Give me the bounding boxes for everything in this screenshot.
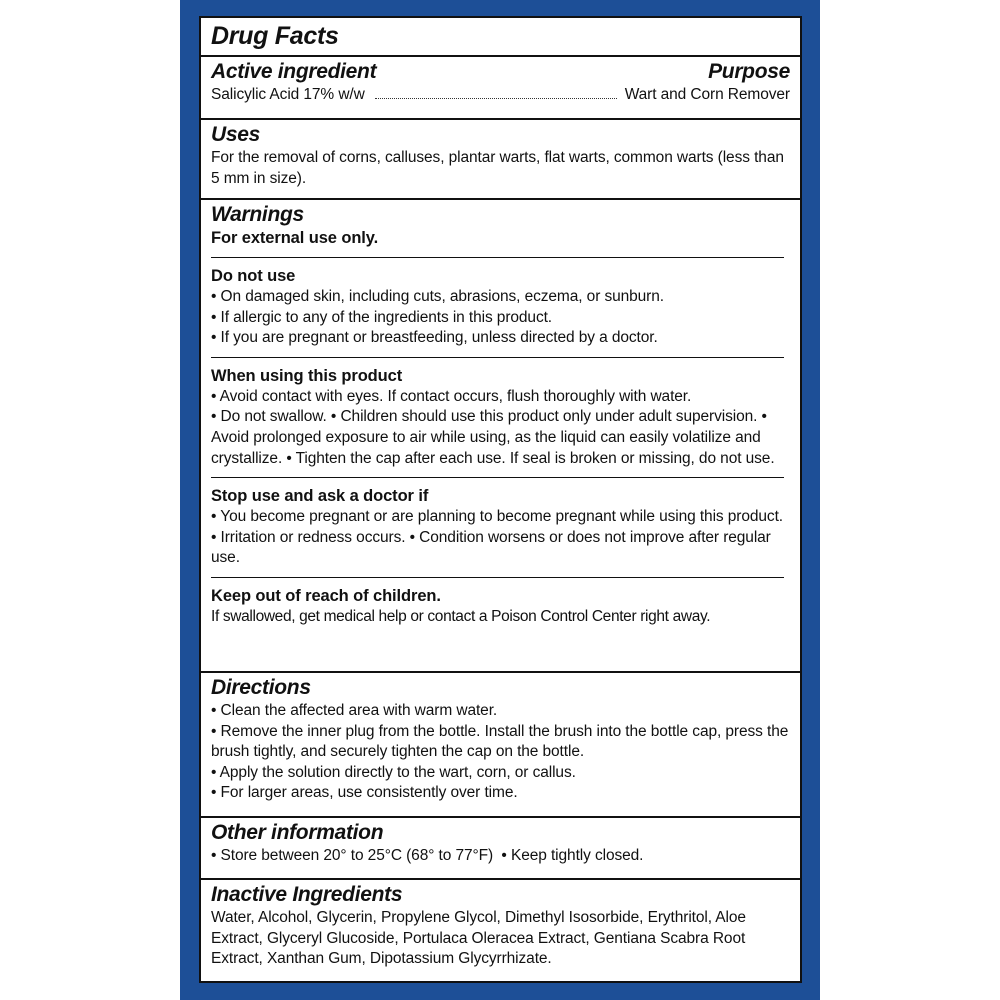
other-information-text: • Store between 20° to 25°C (68° to 77°F) • Keep tightly closed.	[211, 847, 644, 864]
when-using-text: • Do not swallow. • Children should use this product only under adult supervision. • Avoid prolonged exposure to air while using, as the liquid can easily volatilize and crystallize. • Tighten the cap after each use. If seal is broken or missing, do not use.	[211, 408, 775, 467]
uses-section	[201, 120, 800, 200]
do-not-use-heading: Do not use	[211, 267, 296, 285]
external-use-text: For external use only.	[211, 229, 379, 247]
inactive-ingredients-heading: Inactive Ingredients	[211, 883, 403, 906]
keep-out-heading: Keep out of reach of children.	[211, 586, 441, 605]
uses-text: For the removal of corns, calluses, plantar warts, flat warts, common warts (less than 5 mm in size).	[211, 149, 784, 187]
inactive-ingredients-section	[201, 880, 800, 981]
warnings-heading: Warnings	[211, 203, 304, 226]
stop-use-text: • You become pregnant or are planning to become pregnant while using this product. • Irritation or redness occurs. • Condition worsens or does not improve after regular use.	[211, 508, 783, 567]
list-item: • On damaged skin, including cuts, abrasions, eczema, or sunburn.	[211, 288, 664, 305]
active-ingredient-value: Salicylic Acid 17% w/w	[211, 86, 365, 103]
divider	[211, 577, 784, 578]
purpose-heading: Purpose	[708, 60, 790, 83]
when-using-line: • Avoid contact with eyes. If contact occurs, flush thoroughly with water.	[211, 387, 692, 405]
divider	[211, 257, 784, 258]
list-item: • For larger areas, use consistently over time.	[211, 784, 518, 802]
keep-out-text: If swallowed, get medical help or contact a Poison Control Center right away.	[211, 607, 711, 625]
directions-section	[201, 673, 800, 818]
divider	[211, 357, 784, 358]
drug-facts-label	[199, 16, 802, 983]
title-section	[201, 18, 800, 57]
stop-use-heading: Stop use and ask a doctor if	[211, 487, 429, 506]
inactive-ingredients-text: Water, Alcohol, Glycerin, Propylene Glycol, Dimethyl Isosorbide, Erythritol, Aloe Extract, Glyceryl Glucoside, Portulaca Oleracea Extract, Gentiana Scabra Root Extract, Xanthan Gum, Dipotassium Glycyrrhizate.	[211, 909, 746, 968]
when-using-heading: When using this product	[211, 366, 403, 385]
list-item: • Clean the affected area with warm water.	[211, 702, 498, 719]
other-information-heading: Other information	[211, 821, 384, 844]
divider	[211, 477, 784, 478]
dotted-leader	[375, 97, 617, 99]
purpose-value: Wart and Corn Remover	[624, 86, 790, 103]
active-ingredient-section	[201, 57, 800, 120]
list-item: • Apply the solution directly to the wart, corn, or callus.	[211, 763, 576, 781]
other-information-section	[201, 818, 800, 880]
uses-heading: Uses	[211, 123, 261, 146]
list-item: • If allergic to any of the ingredients in this product.	[211, 308, 553, 326]
directions-heading: Directions	[211, 676, 311, 699]
warnings-section	[201, 200, 800, 673]
page-title: Drug Facts	[211, 22, 339, 50]
active-ingredient-heading: Active ingredient	[211, 60, 377, 83]
list-item: • If you are pregnant or breastfeeding, unless directed by a doctor.	[211, 329, 658, 347]
list-item: • Remove the inner plug from the bottle. Install the brush into the bottle cap, press the brush tightly, and securely tighten the cap on the bottle.	[211, 722, 789, 761]
